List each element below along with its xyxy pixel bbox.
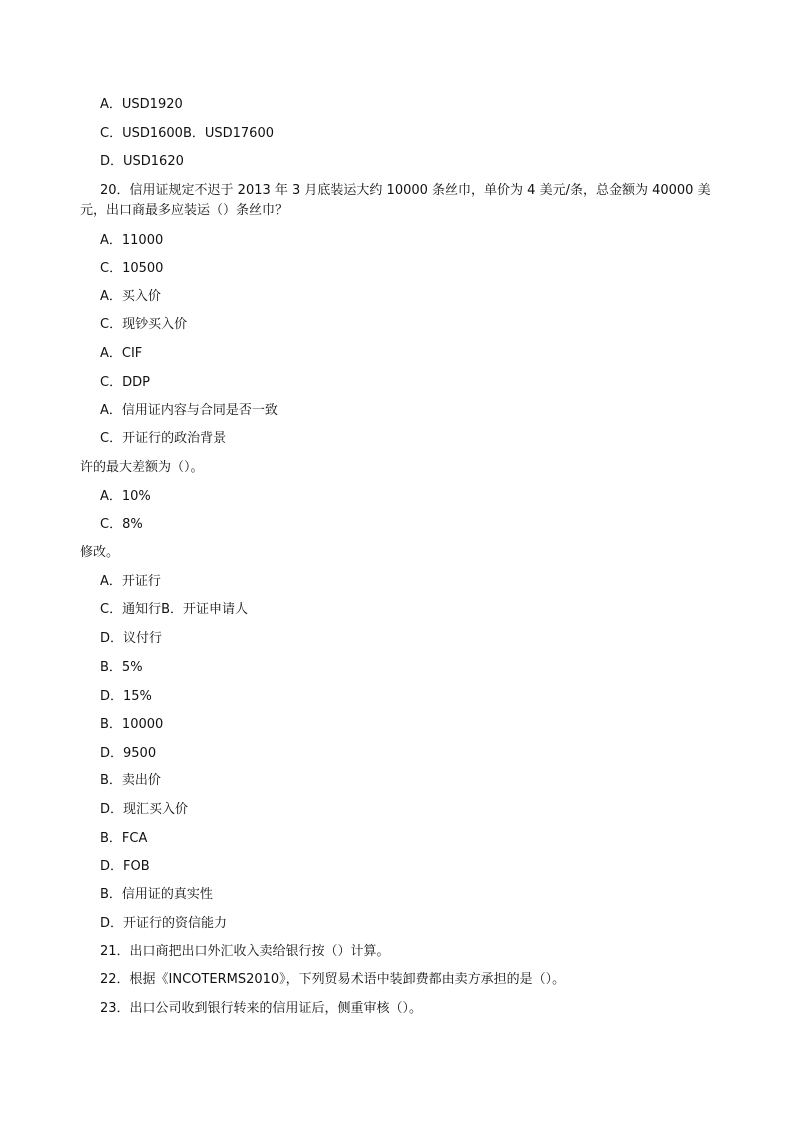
option-line: D．开证行的资信能力 — [100, 916, 228, 931]
option-line: D．15% — [100, 689, 152, 704]
option-line: A．开证行 — [100, 574, 161, 589]
option-line: D．USD1620 — [100, 154, 184, 169]
question-20: 20．信用证规定不迟于 2013 年 3 月底装运大约 10000 条丝巾，单价为 4 美元/条，总金额为 40000 美元，出口商最多应装运（）条丝巾？ — [80, 183, 711, 218]
option-line: D．FOB — [100, 859, 150, 874]
option-line: B．5% — [100, 660, 143, 675]
option-line: A．买入价 — [100, 289, 161, 304]
option-line: A．11000 — [100, 233, 164, 248]
option-line: A．信用证内容与合同是否一致 — [100, 403, 278, 418]
option-line: D．现汇买入价 — [100, 802, 189, 817]
option-line: A．CIF — [100, 346, 143, 361]
option-line: D．9500 — [100, 746, 157, 761]
option-line: C．开证行的政治背景 — [100, 431, 227, 446]
option-line: B．信用证的真实性 — [100, 887, 213, 902]
continuation-line: 许的最大差额为（）。 — [80, 460, 204, 475]
option-line: B．卖出价 — [100, 773, 161, 788]
continuation-line: 修改。 — [80, 545, 120, 560]
option-line: D．议付行 — [100, 631, 163, 646]
question-22: 22．根据《INCOTERMS2010》，下列贸易术语中装卸费都由卖方承担的是（）。 — [100, 972, 566, 987]
option-line: A．USD1920 — [100, 97, 183, 112]
option-line: C．DDP — [100, 375, 150, 390]
question-21: 21．出口商把出口外汇收入卖给银行按（）计算。 — [100, 944, 390, 959]
option-line: C．通知行B．开证申请人 — [100, 602, 248, 617]
question-23: 23．出口公司收到银行转来的信用证后，侧重审核（）。 — [100, 1001, 423, 1016]
option-line: B．10000 — [100, 717, 164, 732]
option-line: C．8% — [100, 517, 143, 532]
option-line: C．USD1600B．USD17600 — [100, 126, 274, 141]
option-line: C．10500 — [100, 261, 164, 276]
option-line: A．10% — [100, 489, 151, 504]
option-line: B．FCA — [100, 831, 148, 846]
option-line: C．现钞买入价 — [100, 317, 188, 332]
